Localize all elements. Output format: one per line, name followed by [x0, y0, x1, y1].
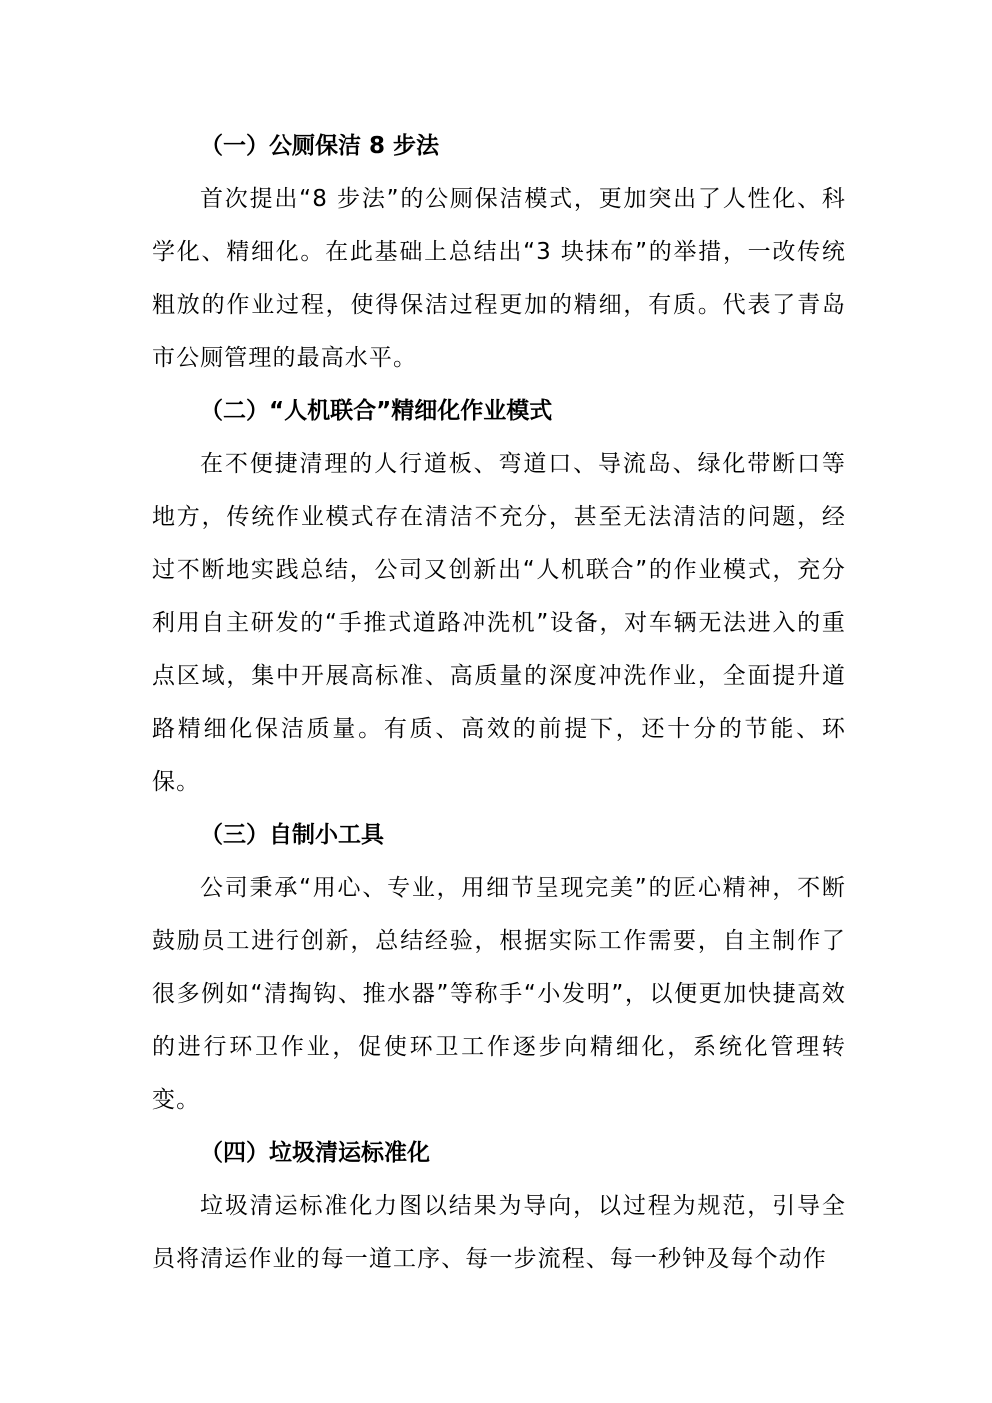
section-heading-2: （二）“人机联合”精细化作业模式	[200, 398, 553, 424]
section-paragraph-2: 在不便捷清理的人行道板、弯道口、导流岛、绿化带断口等地方，传统作业模式存在清洁不充分，甚至无法清洁的问题，经过不断地实践总结，公司又创新出“人机联合”的作业模式，充分利用自主研发的“手推式道路冲洗机”设备，对车辆无法进入的重点区域，集中开展高标准、高质量的深度冲洗作业，全面提升道路精细化保洁质量。有质、高效的前提下，还十分的节能、环保。	[152, 451, 846, 795]
section-paragraph-4: 垃圾清运标准化力图以结果为导向，以过程为规范，引导全员将清运作业的每一道工序、每一步流程、每一秒钟及每个动作	[152, 1193, 846, 1272]
section-heading-4: （四）垃圾清运标准化	[200, 1140, 430, 1166]
section-paragraph-3: 公司秉承“用心、专业，用细节呈现完美”的匠心精神，不断鼓励员工进行创新，总结经验，根据实际工作需要，自主制作了很多例如“清掏钩、推水器”等称手“小发明”，以便更加快捷高效的进行环卫作业，促使环卫工作逐步向精细化，系统化管理转变。	[152, 875, 846, 1113]
document-body	[152, 120, 846, 1286]
section-heading-1: （一）公厕保洁 8 步法	[200, 133, 440, 159]
section-heading-3: （三）自制小工具	[200, 822, 384, 848]
section-paragraph-1: 首次提出“8 步法”的公厕保洁模式，更加突出了人性化、科学化、精细化。在此基础上总结出“3 块抹布”的举措，一改传统粗放的作业过程，使得保洁过程更加的精细，有质。代表了青岛市公厕管理的最高水平。	[152, 186, 846, 371]
